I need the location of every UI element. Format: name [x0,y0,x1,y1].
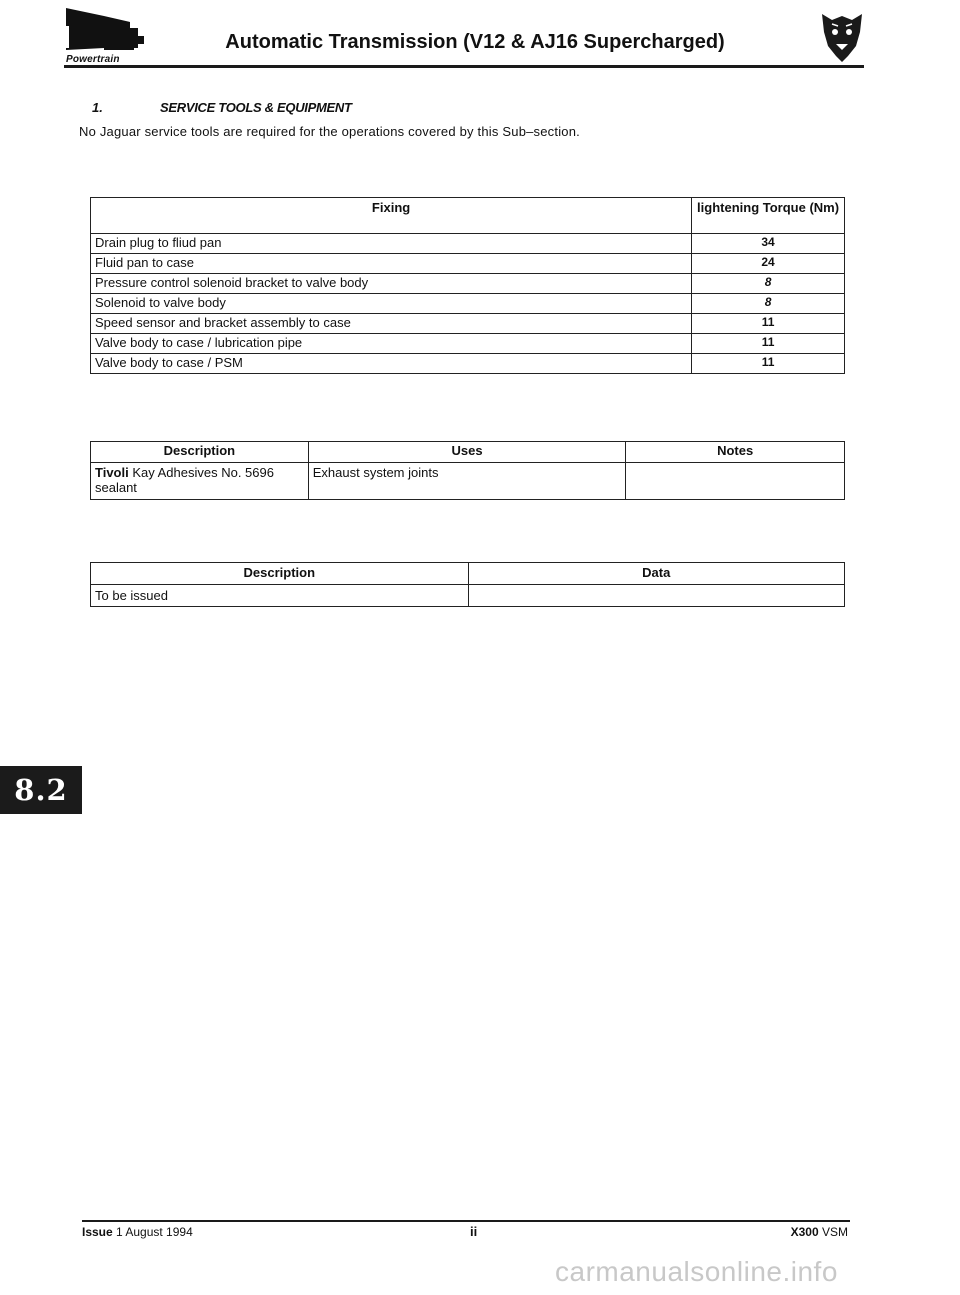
data-table [90,562,845,607]
table-row [91,294,845,314]
watermark: carmanualsonline.info [555,1256,838,1287]
torque-cell: 11 [692,334,845,354]
table-row [91,585,845,607]
sealant-table [90,441,845,500]
torque-cell: 8 [692,294,845,314]
brand-name: Tivoli [95,465,129,480]
issue-label: Issue [82,1225,113,1239]
fixing-cell: Valve body to case / lubrication pipe [91,334,692,354]
torque-cell: 8 [692,274,845,294]
table-header-row [91,563,845,585]
issue-date: 1 August 1994 [112,1225,193,1239]
footer-rule [82,1220,850,1222]
header-rule [64,65,864,68]
column-header-torque: lightening Torque (Nm) [692,198,845,234]
page-number: ii [470,1224,478,1239]
column-header-uses: Uses [308,442,626,463]
uses-cell: Exhaust system joints [308,463,626,500]
description-cell: To be issued [91,585,469,607]
model-suffix: VSM [818,1225,848,1239]
column-header-fixing: Fixing [91,198,692,234]
fixing-cell: Solenoid to valve body [91,294,692,314]
section-tab: 8.2 [0,766,82,814]
table-row [91,463,845,500]
fixing-cell: Drain plug to fliud pan [91,234,692,254]
jaguar-emblem-icon [818,10,866,64]
logo-text: Powertrain [66,54,120,65]
section-title: SERVICE TOOLS & EQUIPMENT [160,100,352,115]
description-text: Kay Adhesives No. 5696 sealant [95,465,274,495]
fixing-cell: Valve body to case / PSM [91,354,692,374]
column-header-description: Description [91,563,469,585]
table-row [91,234,845,254]
fixing-cell: Speed sensor and bracket assembly to case [91,314,692,334]
notes-cell [626,463,845,500]
fixing-cell: Fluid pan to case [91,254,692,274]
column-header-description: Description [91,442,309,463]
table-header-row [91,198,845,234]
torque-table [90,197,845,374]
table-row [91,354,845,374]
column-header-data: Data [468,563,844,585]
table-header-row [91,442,845,463]
footer-issue [82,1225,193,1239]
powertrain-logo [64,6,150,70]
model-code: X300 [790,1225,819,1239]
transmission-icon [64,6,150,54]
intro-paragraph: No Jaguar service tools are required for the operations covered by this Sub–section. [79,124,580,139]
table-row [91,274,845,294]
table-row [91,314,845,334]
table-row [91,334,845,354]
description-cell [91,463,309,500]
torque-cell: 11 [692,314,845,334]
torque-cell: 34 [692,234,845,254]
section-number: 1. [92,100,103,115]
footer-model [791,1225,848,1239]
torque-cell: 24 [692,254,845,274]
column-header-notes: Notes [626,442,845,463]
torque-cell: 11 [692,354,845,374]
page-title: Automatic Transmission (V12 & AJ16 Supercharged) [225,31,725,53]
fixing-cell: Pressure control solenoid bracket to valve body [91,274,692,294]
table-row [91,254,845,274]
data-cell [468,585,844,607]
